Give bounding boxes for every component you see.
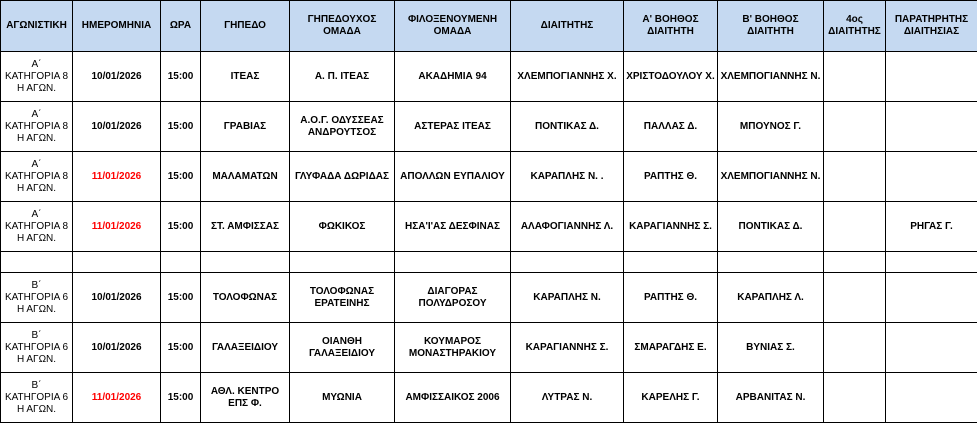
spacer-row (1, 252, 977, 273)
assistant-1-cell: ΡΑΠΤΗΣ Θ. (624, 273, 718, 323)
observer-cell (886, 373, 977, 423)
time-cell: 15:00 (161, 273, 201, 323)
fourth-official-cell (824, 102, 886, 152)
away-team-cell: ΑΜΦΙΣΣΑΙΚΟΣ 2006 (395, 373, 511, 423)
empty-cell (161, 252, 201, 273)
table-row (1, 273, 977, 323)
category-cell: Α΄ ΚΑΤΗΓΟΡΙΑ 8 Η ΑΓΩΝ. (1, 102, 73, 152)
fourth-official-cell (824, 273, 886, 323)
assistant-2-cell: ΧΛΕΜΠΟΓΙΑΝΝΗΣ Ν. (718, 152, 824, 202)
header-time: ΩΡΑ (161, 1, 201, 52)
empty-cell (511, 252, 624, 273)
away-team-cell: ΚΟΥΜΑΡΟΣ ΜΟΝΑΣΤΗΡΑΚΙΟΥ (395, 323, 511, 373)
referee-cell: ΧΛΕΜΠΟΓΙΑΝΝΗΣ Χ. (511, 52, 624, 102)
observer-cell (886, 323, 977, 373)
empty-cell (886, 252, 977, 273)
empty-cell (718, 252, 824, 273)
assistant-2-cell: ΠΟΝΤΙΚΑΣ Δ. (718, 202, 824, 252)
assistant-1-cell: ΚΑΡΕΛΗΣ Γ. (624, 373, 718, 423)
observer-cell (886, 273, 977, 323)
category-cell: Β΄ ΚΑΤΗΓΟΡΙΑ 6 Η ΑΓΩΝ. (1, 373, 73, 423)
referee-cell: ΚΑΡΑΠΛΗΣ Ν. . (511, 152, 624, 202)
fourth-official-cell (824, 152, 886, 202)
date-cell: 11/01/2026 (73, 373, 161, 423)
empty-cell (290, 252, 395, 273)
venue-cell: ΤΟΛΟΦΩΝΑΣ (201, 273, 290, 323)
header-home-team: ΓΗΠΕΔΟΥΧΟΣ ΟΜΑΔΑ (290, 1, 395, 52)
table-row (1, 373, 977, 423)
away-team-cell: ΑΚΑΔΗΜΙΑ 94 (395, 52, 511, 102)
category-cell: Α΄ ΚΑΤΗΓΟΡΙΑ 8 Η ΑΓΩΝ. (1, 52, 73, 102)
date-cell: 10/01/2026 (73, 273, 161, 323)
home-team-cell: Α. Π. ΙΤΕΑΣ (290, 52, 395, 102)
date-cell: 10/01/2026 (73, 323, 161, 373)
time-cell: 15:00 (161, 323, 201, 373)
venue-cell: ΓΑΛΑΞΕΙΔΙΟΥ (201, 323, 290, 373)
fourth-official-cell (824, 52, 886, 102)
assistant-2-cell: ΚΑΡΑΠΛΗΣ Λ. (718, 273, 824, 323)
home-team-cell: Α.Ο.Γ. ΟΔΥΣΣΕΑΣ ΑΝΔΡΟΥΤΣΟΣ (290, 102, 395, 152)
time-cell: 15:00 (161, 52, 201, 102)
assistant-2-cell: ΑΡΒΑΝΙΤΑΣ Ν. (718, 373, 824, 423)
table-row (1, 323, 977, 373)
table-row (1, 152, 977, 202)
away-team-cell: ΑΣΤΕΡΑΣ ΙΤΕΑΣ (395, 102, 511, 152)
referee-cell: ΛΥΤΡΑΣ Ν. (511, 373, 624, 423)
empty-cell (824, 252, 886, 273)
time-cell: 15:00 (161, 373, 201, 423)
away-team-cell: ΗΣΑ'Ι'ΑΣ ΔΕΣΦΙΝΑΣ (395, 202, 511, 252)
assistant-2-cell: ΜΠΟΥΝΟΣ Γ. (718, 102, 824, 152)
date-cell: 10/01/2026 (73, 102, 161, 152)
referee-cell: ΚΑΡΑΓΙΑΝΝΗΣ Σ. (511, 323, 624, 373)
header-assistant-1: Α' ΒΟΗΘΟΣ ΔΙΑΙΤΗΤΗ (624, 1, 718, 52)
date-cell: 10/01/2026 (73, 52, 161, 102)
table-row (1, 52, 977, 102)
assistant-2-cell: ΧΛΕΜΠΟΓΙΑΝΝΗΣ Ν. (718, 52, 824, 102)
empty-cell (395, 252, 511, 273)
date-cell: 11/01/2026 (73, 202, 161, 252)
venue-cell: ΑΘΛ. ΚΕΝΤΡΟ ΕΠΣ Φ. (201, 373, 290, 423)
referee-cell: ΑΛΑΦΟΓΙΑΝΝΗΣ Λ. (511, 202, 624, 252)
header-row (1, 1, 977, 52)
empty-cell (1, 252, 73, 273)
away-team-cell: ΔΙΑΓΟΡΑΣ ΠΟΛΥΔΡΟΣΟΥ (395, 273, 511, 323)
assistant-2-cell: ΒΥΝΙΑΣ Σ. (718, 323, 824, 373)
observer-cell (886, 152, 977, 202)
header-fourth-official: 4ος ΔΙΑΙΤΗΤΗΣ (824, 1, 886, 52)
table-row (1, 202, 977, 252)
table-row (1, 102, 977, 152)
empty-cell (201, 252, 290, 273)
time-cell: 15:00 (161, 102, 201, 152)
category-cell: Β΄ ΚΑΤΗΓΟΡΙΑ 6 Η ΑΓΩΝ. (1, 273, 73, 323)
header-referee: ΔΙΑΙΤΗΤΗΣ (511, 1, 624, 52)
assistant-1-cell: ΧΡΙΣΤΟΔΟΥΛΟΥ Χ. (624, 52, 718, 102)
assistant-1-cell: ΚΑΡΑΓΙΑΝΝΗΣ Σ. (624, 202, 718, 252)
home-team-cell: ΓΛΥΦΑΔΑ ΔΩΡΙΔΑΣ (290, 152, 395, 202)
observer-cell (886, 102, 977, 152)
observer-cell (886, 52, 977, 102)
header-assistant-2: Β' ΒΟΗΘΟΣ ΔΙΑΙΤΗΤΗ (718, 1, 824, 52)
header-observer: ΠΑΡΑΤΗΡΗΤΗΣ ΔΙΑΙΤΗΣΙΑΣ (886, 1, 977, 52)
header-away-team: ΦΙΛΟΞΕΝΟΥΜΕΝΗ ΟΜΑΔΑ (395, 1, 511, 52)
header-date: ΗΜΕΡΟΜΗΝΙΑ (73, 1, 161, 52)
time-cell: 15:00 (161, 152, 201, 202)
venue-cell: ΜΑΛΑΜΑΤΩΝ (201, 152, 290, 202)
home-team-cell: ΦΩΚΙΚΟΣ (290, 202, 395, 252)
referee-cell: ΠΟΝΤΙΚΑΣ Δ. (511, 102, 624, 152)
header-venue: ΓΗΠΕΔΟ (201, 1, 290, 52)
venue-cell: ΓΡΑΒΙΑΣ (201, 102, 290, 152)
observer-cell: ΡΗΓΑΣ Γ. (886, 202, 977, 252)
assistant-1-cell: ΣΜΑΡΑΓΔΗΣ Ε. (624, 323, 718, 373)
time-cell: 15:00 (161, 202, 201, 252)
category-cell: Α΄ ΚΑΤΗΓΟΡΙΑ 8 Η ΑΓΩΝ. (1, 152, 73, 202)
category-cell: Β΄ ΚΑΤΗΓΟΡΙΑ 6 Η ΑΓΩΝ. (1, 323, 73, 373)
home-team-cell: ΟΙΑΝΘΗ ΓΑΛΑΞΕΙΔΙΟΥ (290, 323, 395, 373)
empty-cell (73, 252, 161, 273)
fourth-official-cell (824, 323, 886, 373)
home-team-cell: ΜΥΩΝΙΑ (290, 373, 395, 423)
away-team-cell: ΑΠΟΛΛΩΝ ΕΥΠΑΛΙΟΥ (395, 152, 511, 202)
fourth-official-cell (824, 373, 886, 423)
home-team-cell: ΤΟΛΟΦΩΝΑΣ ΕΡΑΤΕΙΝΗΣ (290, 273, 395, 323)
venue-cell: ΣΤ. ΑΜΦΙΣΣΑΣ (201, 202, 290, 252)
date-cell: 11/01/2026 (73, 152, 161, 202)
category-cell: Α΄ ΚΑΤΗΓΟΡΙΑ 8 Η ΑΓΩΝ. (1, 202, 73, 252)
referee-cell: ΚΑΡΑΠΛΗΣ Ν. (511, 273, 624, 323)
assistant-1-cell: ΡΑΠΤΗΣ Θ. (624, 152, 718, 202)
assistant-1-cell: ΠΑΛΛΑΣ Δ. (624, 102, 718, 152)
fourth-official-cell (824, 202, 886, 252)
header-category: ΑΓΩΝΙΣΤΙΚΗ (1, 1, 73, 52)
venue-cell: ΙΤΕΑΣ (201, 52, 290, 102)
empty-cell (624, 252, 718, 273)
